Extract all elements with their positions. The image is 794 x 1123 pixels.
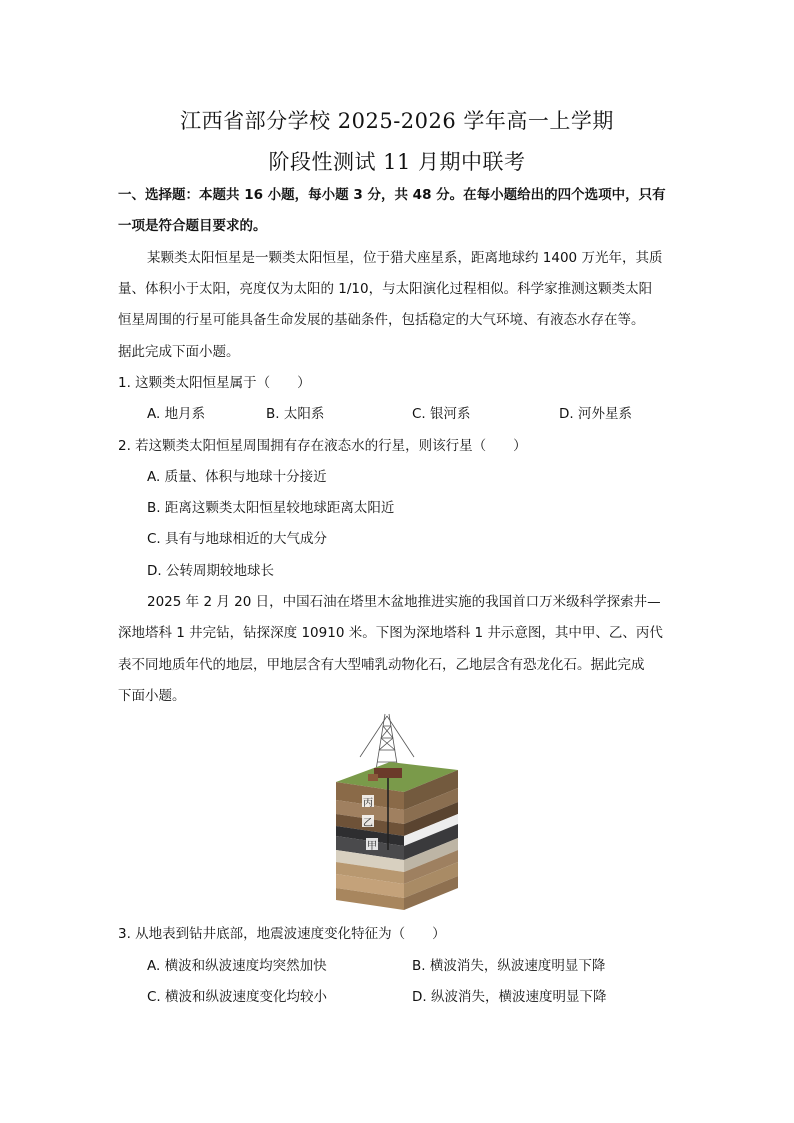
layer-label-jia: 甲 xyxy=(367,841,377,852)
question-3-option-c: C. 横波和纵波速度变化均较小 xyxy=(147,989,328,1005)
drill-well-diagram xyxy=(330,712,460,912)
question-2-option-b: B. 距离这颗类太阳恒星较地球距离太阳近 xyxy=(147,500,395,516)
question-1-option-a: A. 地月系 xyxy=(147,406,206,422)
exam-title-line2: 阶段性测试 11 月期中联考 xyxy=(268,150,526,174)
question-2-option-a: A. 质量、体积与地球十分接近 xyxy=(147,469,327,485)
question-2-option-d: D. 公转周期较地球长 xyxy=(147,563,274,579)
passage1-line: 据此完成下面小题。 xyxy=(118,344,240,360)
passage1-line: 某颗类太阳恒星是一颗类太阳恒星，位于猎犬座星系，距离地球约 1400 万光年，其质 xyxy=(147,250,663,266)
question-3-stem: 3. 从地表到钻井底部，地震波速度变化特征为（ ） xyxy=(118,926,446,942)
layer-label-yi: 乙 xyxy=(363,818,373,829)
question-3-option-b: B. 横波消失，纵波速度明显下降 xyxy=(412,958,606,974)
passage2-line: 表不同地质年代的地层，甲地层含有大型哺乳动物化石，乙地层含有恐龙化石。据此完成 xyxy=(118,657,645,673)
passage1-line: 量、体积小于太阳，亮度仅为太阳的 1/10，与太阳演化过程相似。科学家推测这颗类太阳 xyxy=(118,281,653,297)
question-1-option-b: B. 太阳系 xyxy=(266,406,325,422)
question-3-option-d: D. 纵波消失，横波速度明显下降 xyxy=(412,989,607,1005)
section-heading-line1: 一、选择题：本题共 16 小题，每小题 3 分，共 48 分。在每小题给出的四个选项中，只有 xyxy=(118,187,666,203)
drilling-rig-icon xyxy=(360,714,414,770)
question-3-option-a: A. 横波和纵波速度均突然加快 xyxy=(147,958,327,974)
question-1-stem: 1. 这颗类太阳恒星属于（ ） xyxy=(118,375,311,391)
question-2-stem: 2. 若这颗类太阳恒星周围拥有存在液态水的行星，则该行星（ ） xyxy=(118,438,527,454)
question-2-option-c: C. 具有与地球相近的大气成分 xyxy=(147,531,328,547)
question-1-option-c: C. 银河系 xyxy=(412,406,471,422)
rig-base xyxy=(374,768,402,778)
layer-label-bing: 丙 xyxy=(363,798,373,809)
passage2-line: 2025 年 2 月 20 日，中国石油在塔里木盆地推进实施的我国首口万米级科学探索井— xyxy=(147,594,661,610)
question-1-option-d: D. 河外星系 xyxy=(559,406,632,422)
passage2-line: 下面小题。 xyxy=(118,688,186,704)
exam-title-line1: 江西省部分学校 2025-2026 学年高一上学期 xyxy=(180,109,614,133)
passage2-line: 深地塔科 1 井完钻，钻探深度 10910 米。下图为深地塔科 1 井示意图，其中甲、乙、丙代 xyxy=(118,625,663,641)
section-heading-line2: 一项是符合题目要求的。 xyxy=(118,218,267,234)
passage1-line: 恒星周围的行星可能具备生命发展的基础条件，包括稳定的大气环境、有液态水存在等。 xyxy=(118,312,645,328)
